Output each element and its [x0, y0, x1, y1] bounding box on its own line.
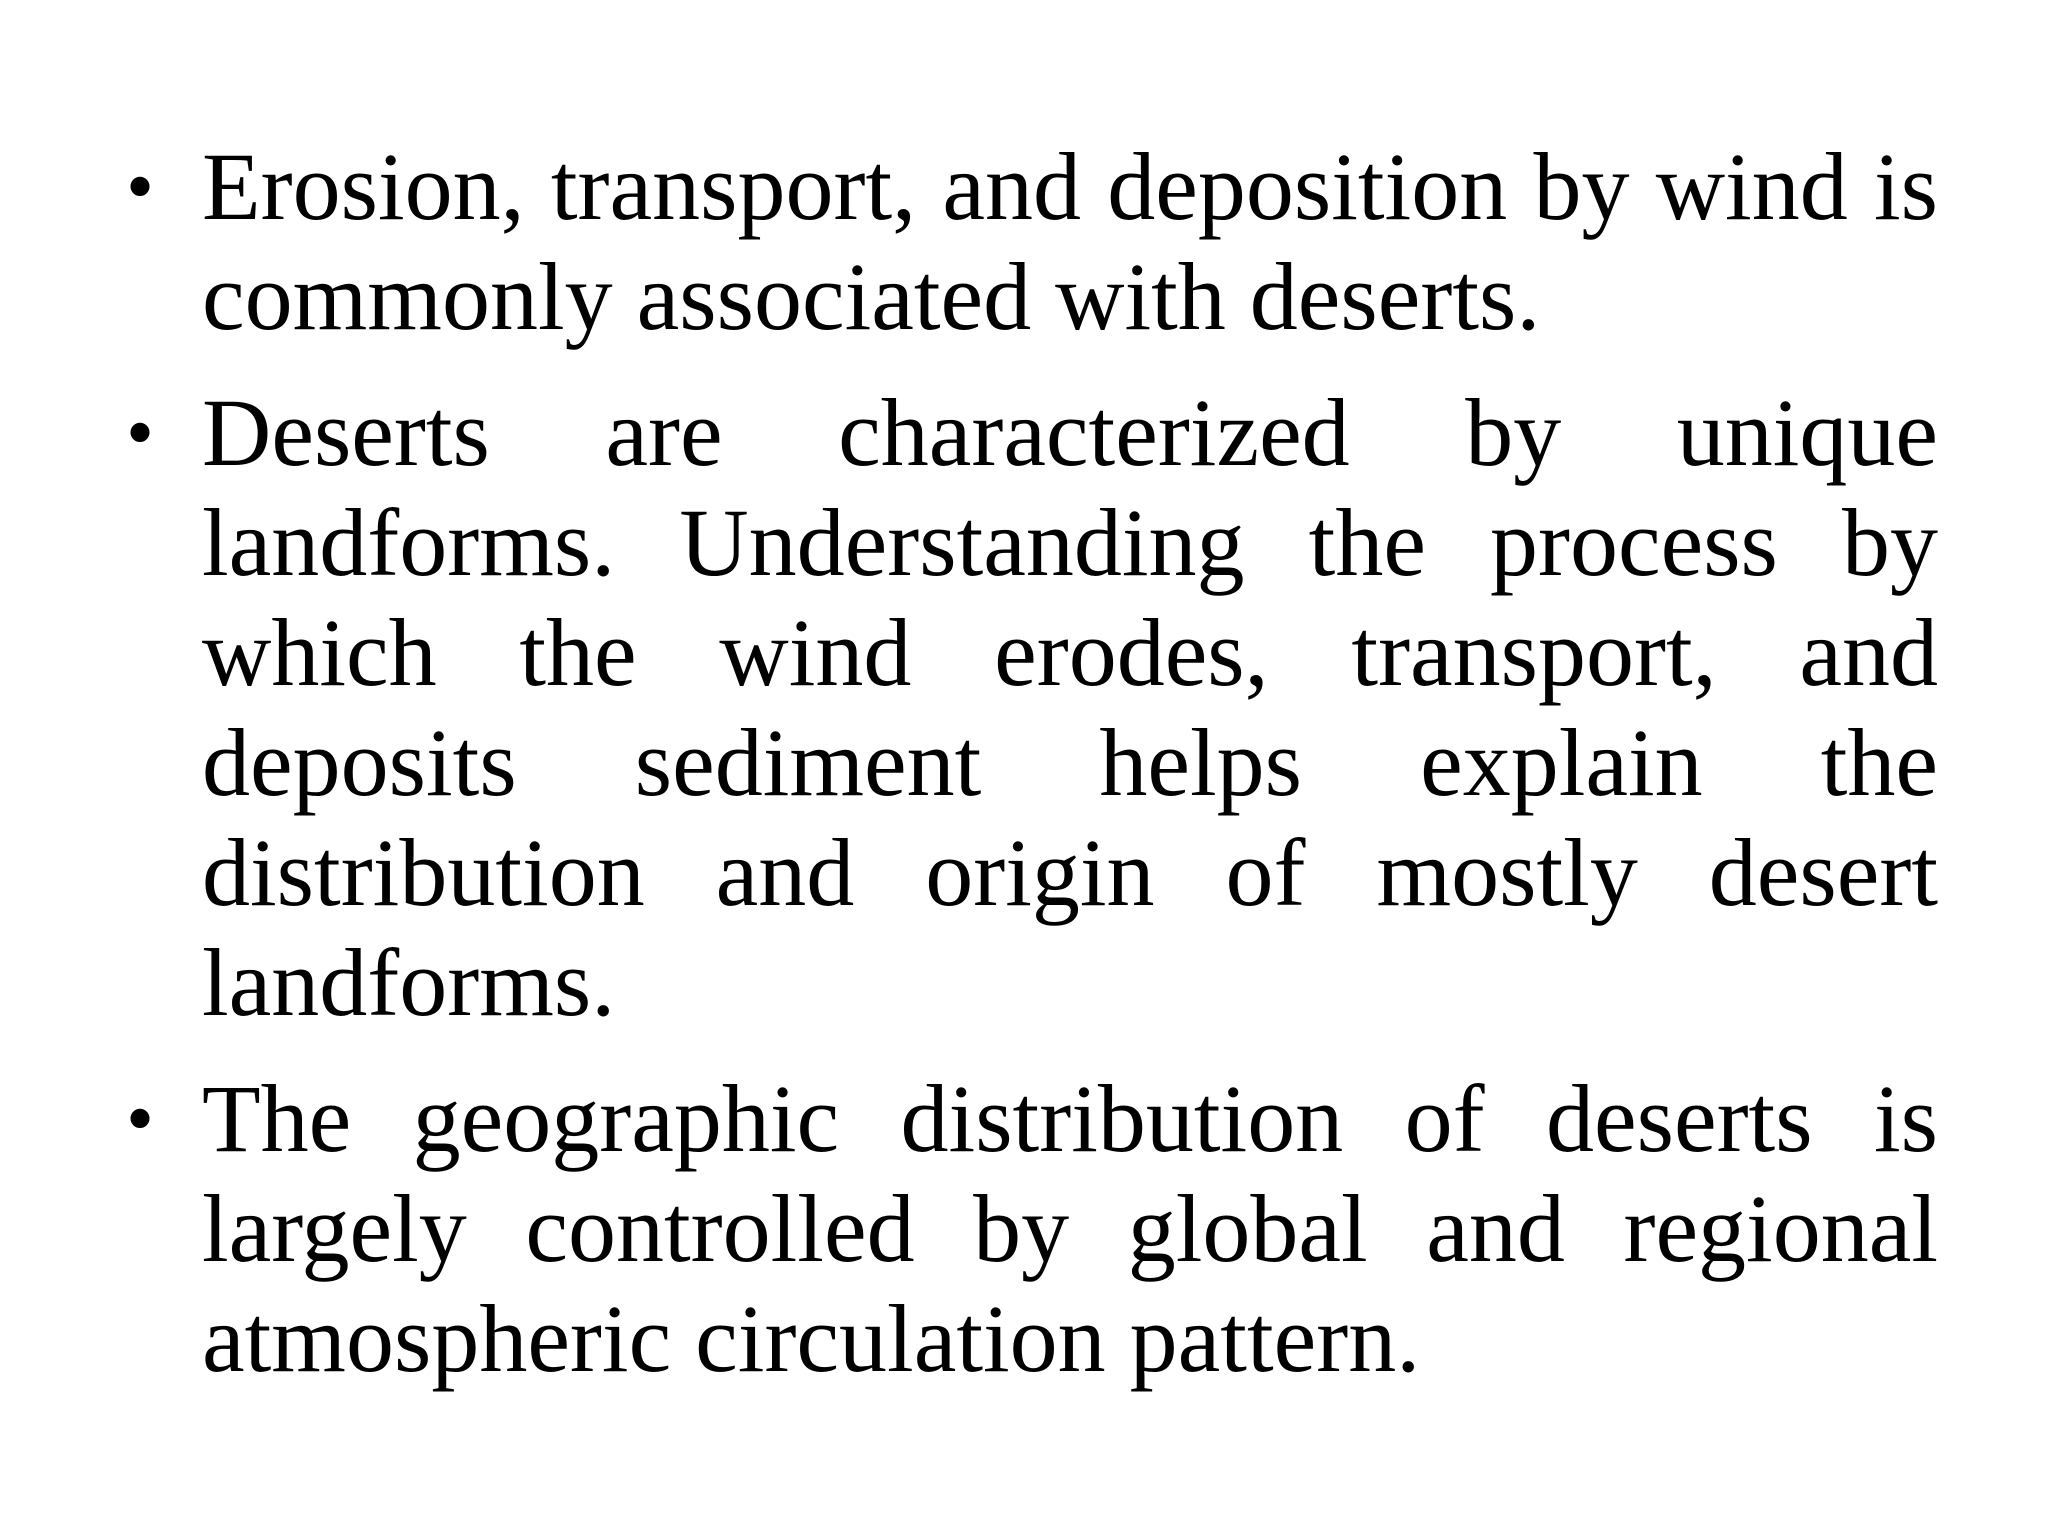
bullet-list — [118, 132, 1938, 1420]
bullet-item-wind-erosion — [118, 132, 1938, 352]
bullet-text: Erosion, transport, and deposition by wind is commonly associated with deserts. — [202, 133, 1938, 350]
bullet-item-desert-distribution — [118, 1064, 1938, 1394]
bullet-marker: • — [126, 1075, 155, 1163]
bullet-item-desert-landforms — [118, 378, 1938, 1038]
bullet-marker: • — [126, 143, 155, 231]
bullet-marker: • — [126, 389, 155, 477]
bullet-text: Deserts are characterized by unique landforms. Understanding the process by which the wind erodes, transport, and deposits sediment helps explain the distribution and origin of mostly desert landforms. — [202, 379, 1938, 1036]
bullet-text: The geographic distribution of deserts is largely controlled by global and regional atmospheric circulation pattern. — [202, 1065, 1938, 1392]
